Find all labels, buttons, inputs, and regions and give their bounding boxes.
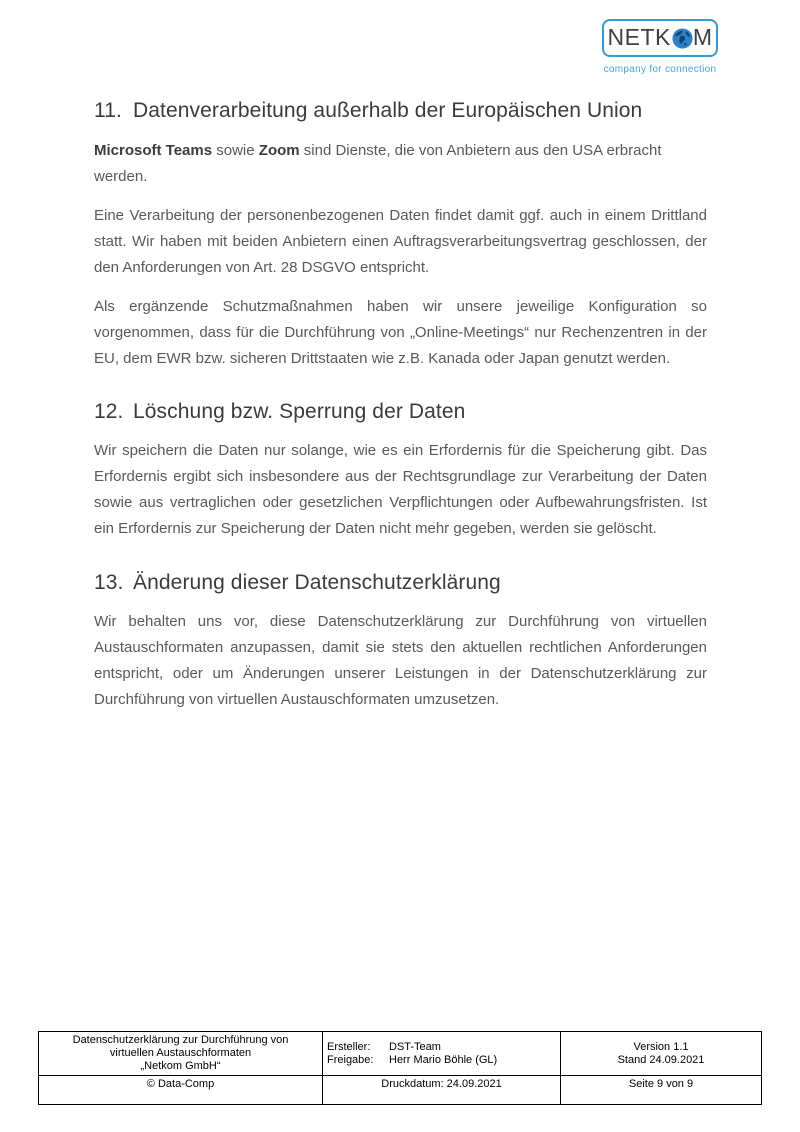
bold-microsoft-teams: Microsoft Teams [94,142,213,159]
footer-freigabe-row [327,1054,556,1067]
footer-doc-title-line1: Datenschutzerklärung zur Durchführung von [72,1034,289,1046]
section-12-heading [94,398,707,425]
section-11-paragraph-2: Eine Verarbeitung der personenbezogenen Daten findet damit ggf. auch in einem Drittland statt. Wir haben mit beiden Anbietern einen Auftragsverarbeitungsvertrag geschlossen, der den Anforderungen von Art. 28 DSGVO entspricht. [94,207,707,276]
logo-tagline: company for connection [603,64,717,75]
section-11-title: Datenverarbeitung außerhalb der Europäischen Union [133,99,643,122]
paragraph-text: sind Dienste, die von Anbietern aus den USA erbracht werden. [94,142,662,185]
footer-version-cell [561,1032,762,1076]
section-12-title: Löschung bzw. Sperrung der Daten [133,400,466,423]
footer-doc-title-cell [39,1032,323,1076]
section-13-paragraph-1: Wir behalten uns vor, diese Datenschutzerklärung zur Durchführung von virtuellen Austauschformaten anzupassen, damit sie stets den aktuellen rechtlichen Anforderungen entspricht, oder um Änderungen unserer Leistungen in der Datenschutzerklärung zur Durchführung von virtuellen Austauschformaten umzusetzen. [94,613,707,708]
footer-ersteller-row [327,1041,556,1054]
paragraph-text: sowie [212,142,259,159]
footer-version: Version 1.1 [633,1040,689,1053]
footer-doc-title-line2: virtuellen Austauschformaten [109,1047,252,1059]
logo-text-netk: NETK [607,23,671,50]
footer-freigabe-label: Freigabe: [327,1053,374,1066]
footer-freigabe-value: Herr Mario Böhle (GL) [389,1053,498,1066]
section-13-heading [94,569,707,596]
section-13-title: Änderung dieser Datenschutzerklärung [133,571,501,594]
footer-copyright-cell: © Data-Comp [39,1076,323,1105]
footer-doc-title-line3: „Netkom GmbH“ [140,1060,221,1072]
document-content [94,0,707,713]
logo-text-m: M [692,23,713,50]
footer-stand: Stand 24.09.2021 [617,1053,705,1066]
section-12-paragraph-1: Wir speichern die Daten nur solange, wie es ein Erfordernis für die Speicherung gibt. Das Erfordernis ergibt sich insbesondere aus der Rechtsgrundlage zur Verarbeitung der Daten sowie aus vertraglichen oder gesetzlichen Verpflichtungen oder Aufbewahrungsfristen. Ist ein Erfordernis zur Speicherung der Daten nicht mehr gegeben, werden sie gelöscht. [94,442,707,537]
bold-zoom: Zoom [258,142,300,159]
section-11-paragraph-1 [94,138,707,190]
footer-ersteller-value: DST-Team [389,1040,441,1053]
footer-page-number-cell: Seite 9 von 9 [561,1076,762,1105]
section-12-number: 12. [94,400,124,423]
footer-table [38,1031,762,1105]
section-11-paragraph-3: Als ergänzende Schutzmaßnahmen haben wir unsere jeweilige Konfiguration so vorgenommen, dass für die Durchführung von „Online-Meetings“ nur Rechenzentren in der EU, dem EWR bzw. sicheren Drittstaaten wie z.B. Kanada oder Japan genutzt werden. [94,298,707,367]
footer-author-cell [323,1032,561,1076]
footer-ersteller-label: Ersteller: [327,1040,371,1053]
section-13-number: 13. [94,571,124,594]
section-11-number: 11. [94,99,122,122]
section-11-heading [94,97,707,124]
footer-druckdatum-cell: Druckdatum: 24.09.2021 [323,1076,561,1105]
